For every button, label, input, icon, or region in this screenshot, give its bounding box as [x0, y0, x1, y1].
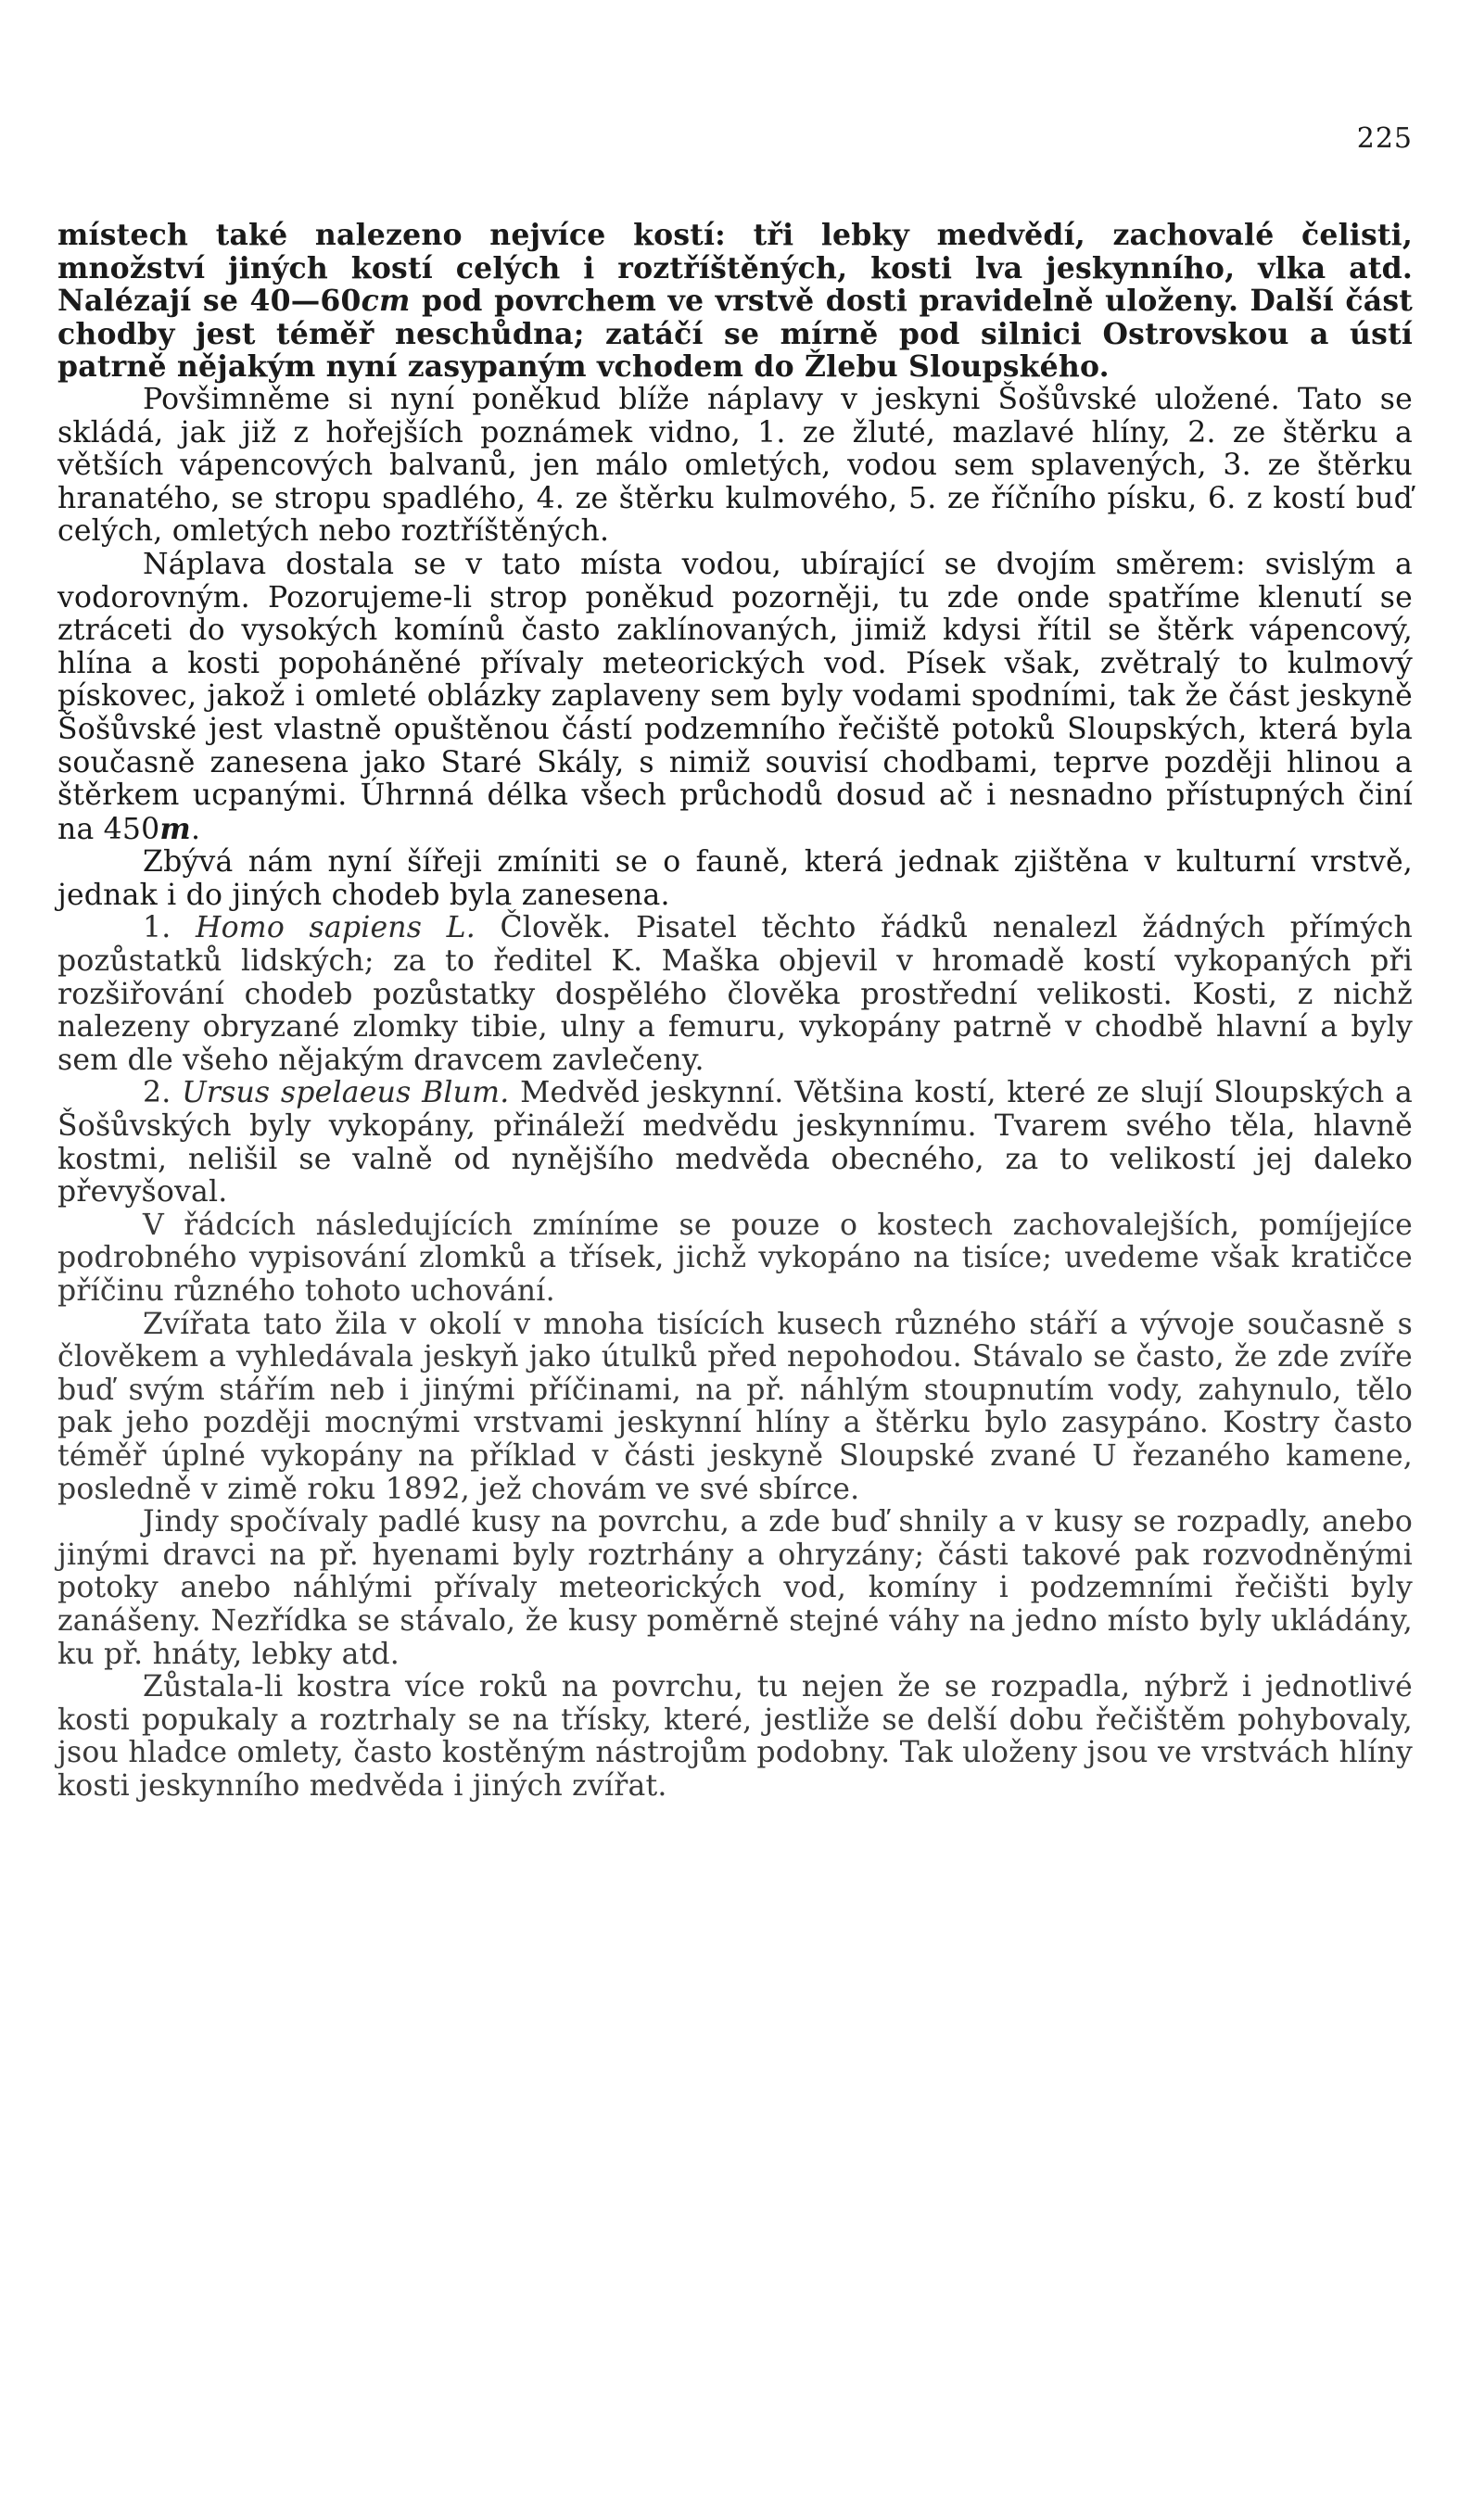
- paragraph-5: [57, 912, 1413, 1077]
- paragraph-2: [57, 384, 1413, 549]
- paragraph-3: [57, 549, 1413, 846]
- paragraph-1-text-after: pod povrchem ve vrstvě dosti pravidelně uloženy. Další část chodby jest téměř neschůdna; zatáčí se mírně pod silnici Ostrovskou a ústí patrně nějakým nyní zasypaným vchodem do Žlebu Sloupského.: [57, 284, 1414, 385]
- paragraph-10: [57, 1671, 1413, 1803]
- species-homo-sapiens: Homo sapiens L.: [195, 911, 476, 945]
- paragraph-10-text: Zůstala-li kostra více roků na povrchu, tu nejen že se rozpadla, nýbrž i jednotlivé kosti popukaly a roztrhaly se na třísky, které, jestliže se delší dobu řečištěm pohybovaly, jsou hladce omlety, často kostěným nástrojům podobny. Tak uloženy jsou ve vrstvách hlíny kosti jeskynního medvěda i jiných zvířat.: [57, 1670, 1413, 1803]
- unit-cm: cm: [361, 284, 411, 319]
- paragraph-9: [57, 1506, 1413, 1671]
- paragraph-5-text: Člověk. Pisatel těchto řádků nenalezl žádných přímých pozůstatků lidských; za to ředitel K. Maška objevil v hromadě kostí vykopaných při rozšiřování chodeb pozůstatky dospělého člověka prostřední velikosti. Kosti, z nichž nalezeny obryzané zlomky tibie, ulny a femuru, vykopány patrně v chodbě hlavní a byly sem dle všeho nějakým dravcem zavlečeny.: [57, 911, 1413, 1077]
- paragraph-4: [57, 846, 1413, 912]
- paragraph-2-text: Povšimněme si nyní poněkud blíže náplavy v jeskyni Šošůvské uložené. Tato se skládá, jak již z hořejších poznámek vidno, 1. ze žluté, mazlavé hlíny, 2. ze štěrku a větších vápencových balvanů, jen málo omletých, vodou sem splavených, 3. ze štěrku hranatého, se stropu spadlého, 4. ze štěrku kulmového, 5. ze říčního písku, 6. z kostí buď celých, omletých nebo roztříštěných.: [57, 382, 1413, 549]
- paragraph-6-prefix: 2.: [143, 1076, 183, 1110]
- paragraph-6: [57, 1077, 1413, 1209]
- paragraph-1-text: místech také nalezeno nejvíce kostí: tři lebky medvědí, zachovalé čelisti, množství jiných kostí celých i roztříštěných, kosti lva jeskynního, vlka atd. Nalézají se 40—60: [57, 218, 1413, 319]
- paragraph-7: [57, 1209, 1413, 1309]
- paragraph-6-text: Medvěd jeskynní. Většina kostí, které ze slují Sloupských a Šošůvských byly vykopány, přináleží medvědu jeskynnímu. Tvarem svého těla, hlavně kostmi, nelišil se valně od nynějšího medvěda obecného, za to velikostí jej daleko převyšoval.: [57, 1076, 1413, 1209]
- paragraph-4-text: Zbývá nám nyní šířeji zmíniti se o fauně, která jednak zjištěna v kulturní vrstvě, jednak i do jiných chodeb byla zanesena.: [57, 845, 1413, 912]
- paragraph-1: [57, 219, 1413, 384]
- paragraph-9-text: Jindy spočívaly padlé kusy na povrchu, a zde buď shnily a v kusy se rozpadly, anebo jinými dravci na př. hyenami byly roztrhány a ohryzány; části takové pak rozvodněnými potoky anebo náhlými přívaly meteorických vod, komíny i podzemními řečišti byly zanášeny. Nezřídka se stávalo, že kusy poměrně stejné váhy na jedno místo byly ukládány, ku př. hnáty, lebky atd.: [57, 1505, 1413, 1671]
- paragraph-3-text-after: .: [190, 812, 201, 846]
- species-ursus-spelaeus: Ursus spelaeus Blum.: [182, 1076, 510, 1110]
- page-number: 225: [1356, 122, 1413, 155]
- paragraph-3-text: Náplava dostala se v tato místa vodou, ubírající se dvojím směrem: svislým a vodorovným. Pozorujeme-li strop poněkud pozorněji, tu zde onde spatříme klenutí se ztráceti do vysokých komínů často zaklínovaných, jimiž kdysi řítil se štěrk vápencový, hlína a kosti popoháněné přívaly meteorických vod. Písek však, zvětralý to kulmový pískovec, jakož i omleté oblázky zaplaveny sem byly vodami spodními, tak že část jeskyně Šošůvské jest vlastně opuštěnou částí podzemního řečiště potoků Sloupských, která byla současně zanesena jako Staré Skály, s nimiž souvisí chodbami, teprve později hlinou a štěrkem ucpanými. Úhrnná délka všech průchodů dosud ač i nesnadno přístupných činí na 450: [57, 547, 1413, 846]
- unit-m: m: [159, 811, 191, 846]
- paragraph-8-text: Zvířata tato žila v okolí v mnoha tisících kusech různého stáří a vývoje současně s člověkem a vyhledávala jeskyň jako útulků před nepohodou. Stávalo se často, že zde zvíře buď svým stářím neb i jinými příčinami, na př. náhlým stoupnutím vody, zahynulo, tělo pak jeho později mocnými vrstvami jeskynní hlíny a štěrku bylo zasypáno. Kostry často téměř úplné vykopány na příklad v části jeskyně Sloupské zvané U řezaného kamene, posledně v zimě roku 1892, jež chovám ve své sbírce.: [57, 1307, 1413, 1506]
- paragraph-8: [57, 1309, 1413, 1507]
- paragraph-5-prefix: 1.: [143, 911, 196, 945]
- body-text: [57, 219, 1413, 1804]
- paragraph-7-text: V řádcích následujících zmíníme se pouze o kostech zachovalejších, pomíjejíce podrobného vypisování zlomků a třísek, jichž vykopáno na tisíce; uvedeme však kratičce příčinu různého tohoto uchování.: [57, 1208, 1413, 1308]
